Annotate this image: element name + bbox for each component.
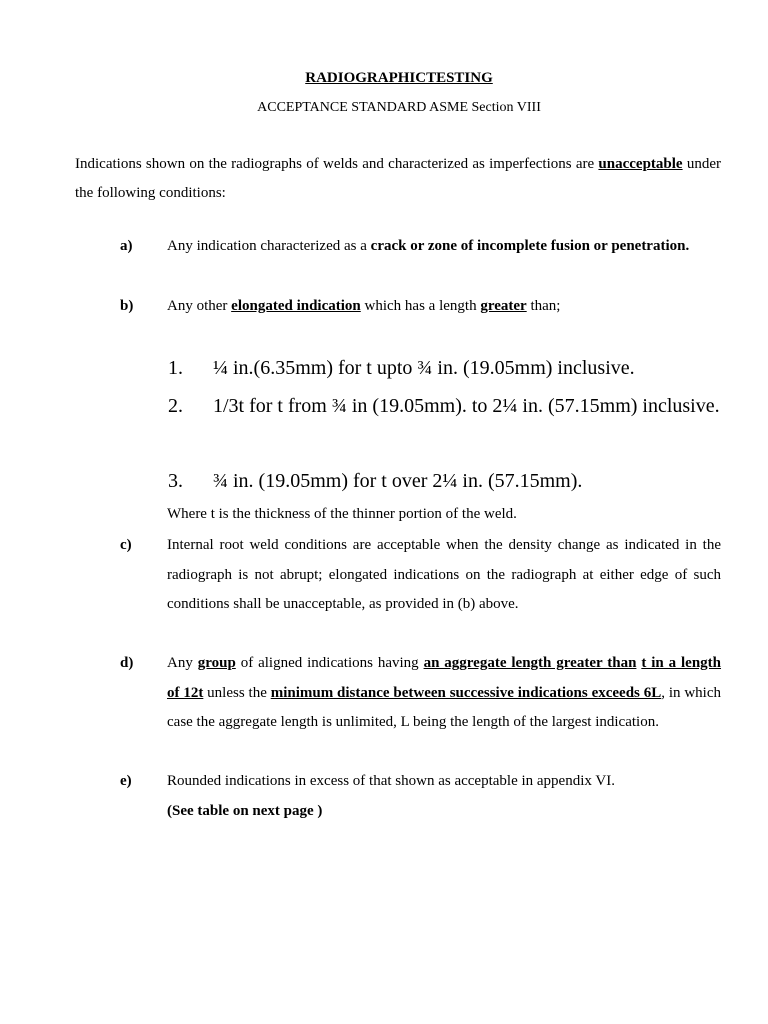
numbered-item-3 [168, 463, 721, 500]
item-b-text [167, 292, 721, 322]
numbered-item-2-text: 1/3t for t from ¾ in (19.05mm). to 2¼ in. (57.15mm) inclusive. [213, 395, 720, 417]
item-c-label: c) [120, 537, 132, 553]
item-d-min-distance: minimum distance between successive indications exceeds 6L [270, 684, 662, 701]
item-d-label: d) [120, 655, 134, 671]
numbered-item-1 [168, 350, 721, 387]
item-b-greater: greater [480, 298, 527, 314]
numbered-item-3-text: ¾ in. (19.05mm) for t over 2¼ in. (57.15mm). [213, 470, 583, 492]
item-b-elongated: elongated indication [231, 298, 361, 314]
numbered-item-1-text: ¼ in.(6.35mm) for t upto ¾ in. (19.05mm) inclusive. [213, 357, 635, 379]
document-title: RADIOGRAPHICTESTING [305, 70, 493, 86]
intro-text-post: under the following conditions: [75, 156, 722, 201]
item-d [120, 649, 721, 738]
intro-unacceptable: unacceptable [598, 156, 683, 172]
item-e [120, 767, 721, 826]
item-b-pre: Any other [167, 298, 232, 314]
item-b-label: b) [120, 298, 134, 314]
item-e-text [167, 767, 721, 826]
item-c-text: Internal root weld conditions are acceptable when the density change as indicated in the radiograph is not abrupt; elongated indications on the radiograph at either edge of such conditions shall be unacceptable, as provided in (b) above. [167, 537, 721, 612]
item-a-pre: Any indication characterized as a [167, 238, 371, 254]
item-a-label: a) [120, 238, 133, 254]
item-a [120, 232, 721, 262]
intro-paragraph [75, 150, 721, 208]
item-d-post: , in which case the aggregate length is unlimited, L being the length of the largest indication. [167, 684, 722, 730]
item-d-length-12t: t in a length of 12t [167, 655, 722, 701]
item-d-text [167, 649, 721, 738]
item-e-main: Rounded indications in excess of that shown as acceptable in appendix VI. [167, 773, 615, 789]
item-b-post: than; [526, 298, 561, 314]
item-a-text [167, 232, 721, 262]
numbered-item-2 [168, 388, 721, 425]
item-d-mid2: unless the [203, 684, 271, 701]
item-c [120, 531, 721, 620]
item-d-aggregate: an aggregate length greater than [423, 655, 637, 671]
where-note: Where t is the thickness of the thinner portion of the weld. [167, 506, 517, 522]
item-e-note: (See table on next page ) [167, 802, 323, 819]
item-a-bold: crack or zone of incomplete fusion or penetration. [370, 238, 690, 254]
item-b [120, 292, 721, 322]
item-d-pre: Any [167, 655, 198, 671]
numbered-item-2-number: 2. [168, 395, 183, 417]
item-e-label: e) [120, 773, 132, 789]
item-d-mid1: of aligned indications having [235, 655, 424, 671]
document-subtitle: ACCEPTANCE STANDARD ASME Section VIII [257, 100, 541, 115]
numbered-item-3-number: 3. [168, 470, 183, 492]
item-d-group: group [197, 655, 236, 671]
intro-text-pre: Indications shown on the radiographs of welds and characterized as imperfections are [75, 156, 599, 172]
numbered-item-1-number: 1. [168, 357, 183, 379]
item-b-mid: which has a length [360, 298, 481, 314]
